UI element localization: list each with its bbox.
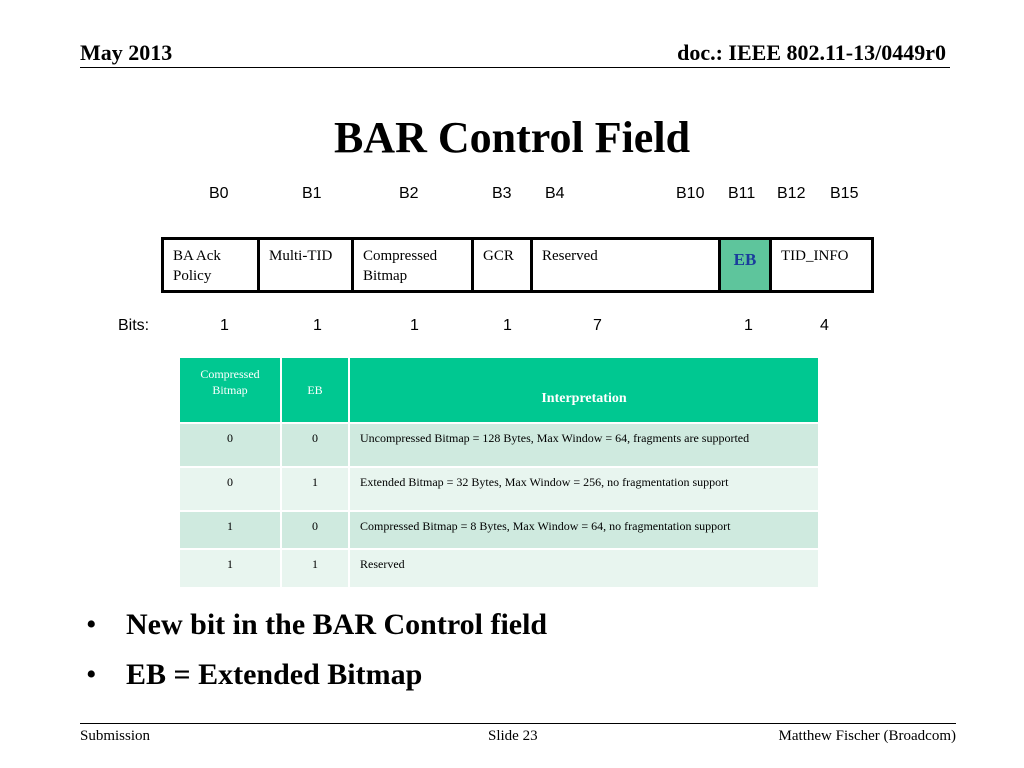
cell-eb: 0 <box>281 511 349 549</box>
bits-value: 1 <box>744 317 753 334</box>
bits-value: 1 <box>313 317 322 334</box>
bullet-item <box>86 650 547 700</box>
footer-submission: Submission <box>80 728 151 744</box>
bit-label-b3: B3 <box>492 185 512 202</box>
bit-label-b12: B12 <box>777 185 806 202</box>
field-reserved: Reserved <box>533 240 721 290</box>
cell-interpretation: Reserved <box>349 549 818 587</box>
cell-interpretation: Compressed Bitmap = 8 Bytes, Max Window = 64, no fragmentation support <box>349 511 818 549</box>
bits-value: 1 <box>503 317 512 334</box>
bits-label: Bits: <box>118 317 150 334</box>
cell-compressed-bitmap: 1 <box>180 511 281 549</box>
field-eb: EB <box>721 240 772 290</box>
footer-slide-number: Slide 23 <box>488 728 538 744</box>
bullet-list <box>86 600 547 700</box>
cell-compressed-bitmap: 0 <box>180 423 281 467</box>
bullet-text: EB = Extended Bitmap <box>126 658 423 691</box>
bits-value: 1 <box>220 317 229 334</box>
field-gcr: GCR <box>474 240 533 290</box>
field-multi-tid: Multi-TID <box>260 240 354 290</box>
bullet-dot-icon: • <box>86 658 97 691</box>
header-doc-id: doc.: IEEE 802.11-13/0449r0 <box>677 40 946 65</box>
cell-compressed-bitmap: 0 <box>180 467 281 511</box>
bit-label-b15: B15 <box>830 185 859 202</box>
bullet-dot-icon: • <box>86 608 97 641</box>
col-header-interpretation: Interpretation <box>349 358 818 423</box>
bit-label-b4: B4 <box>545 185 565 202</box>
bit-label-b2: B2 <box>399 185 419 202</box>
bullet-text: New bit in the BAR Control field <box>126 608 548 641</box>
cell-eb: 0 <box>281 423 349 467</box>
table-row <box>180 511 818 549</box>
field-ba-ack-policy: BA Ack Policy <box>164 240 260 290</box>
footer-author: Matthew Fischer (Broadcom) <box>778 728 956 744</box>
table-row <box>180 467 818 511</box>
slide-title: BAR Control Field <box>333 113 691 162</box>
table-row <box>180 423 818 467</box>
cell-eb: 1 <box>281 467 349 511</box>
header-divider <box>80 67 950 68</box>
footer-divider <box>80 723 956 724</box>
bullet-item <box>86 600 547 650</box>
bits-value: 1 <box>410 317 419 334</box>
bit-label-b0: B0 <box>209 185 229 202</box>
cell-eb: 1 <box>281 549 349 587</box>
table-row <box>180 549 818 587</box>
interpretation-table <box>180 358 818 587</box>
bit-label-b11: B11 <box>728 185 756 202</box>
col-header-eb: EB <box>281 358 349 423</box>
bit-label-b10: B10 <box>676 185 705 202</box>
bits-value: 7 <box>593 317 602 334</box>
bar-control-field-diagram <box>161 237 874 293</box>
table-header-row <box>180 358 818 423</box>
bits-value: 4 <box>820 317 829 334</box>
cell-compressed-bitmap: 1 <box>180 549 281 587</box>
field-compressed-bitmap: Compressed Bitmap <box>354 240 474 290</box>
header-date: May 2013 <box>80 40 173 65</box>
col-header-compressed-bitmap: Compressed Bitmap <box>180 358 281 423</box>
bit-label-b1: B1 <box>302 185 322 202</box>
cell-interpretation: Uncompressed Bitmap = 128 Bytes, Max Window = 64, fragments are supported <box>349 423 818 467</box>
cell-interpretation: Extended Bitmap = 32 Bytes, Max Window = 256, no fragmentation support <box>349 467 818 511</box>
field-tid-info: TID_INFO <box>781 248 849 264</box>
